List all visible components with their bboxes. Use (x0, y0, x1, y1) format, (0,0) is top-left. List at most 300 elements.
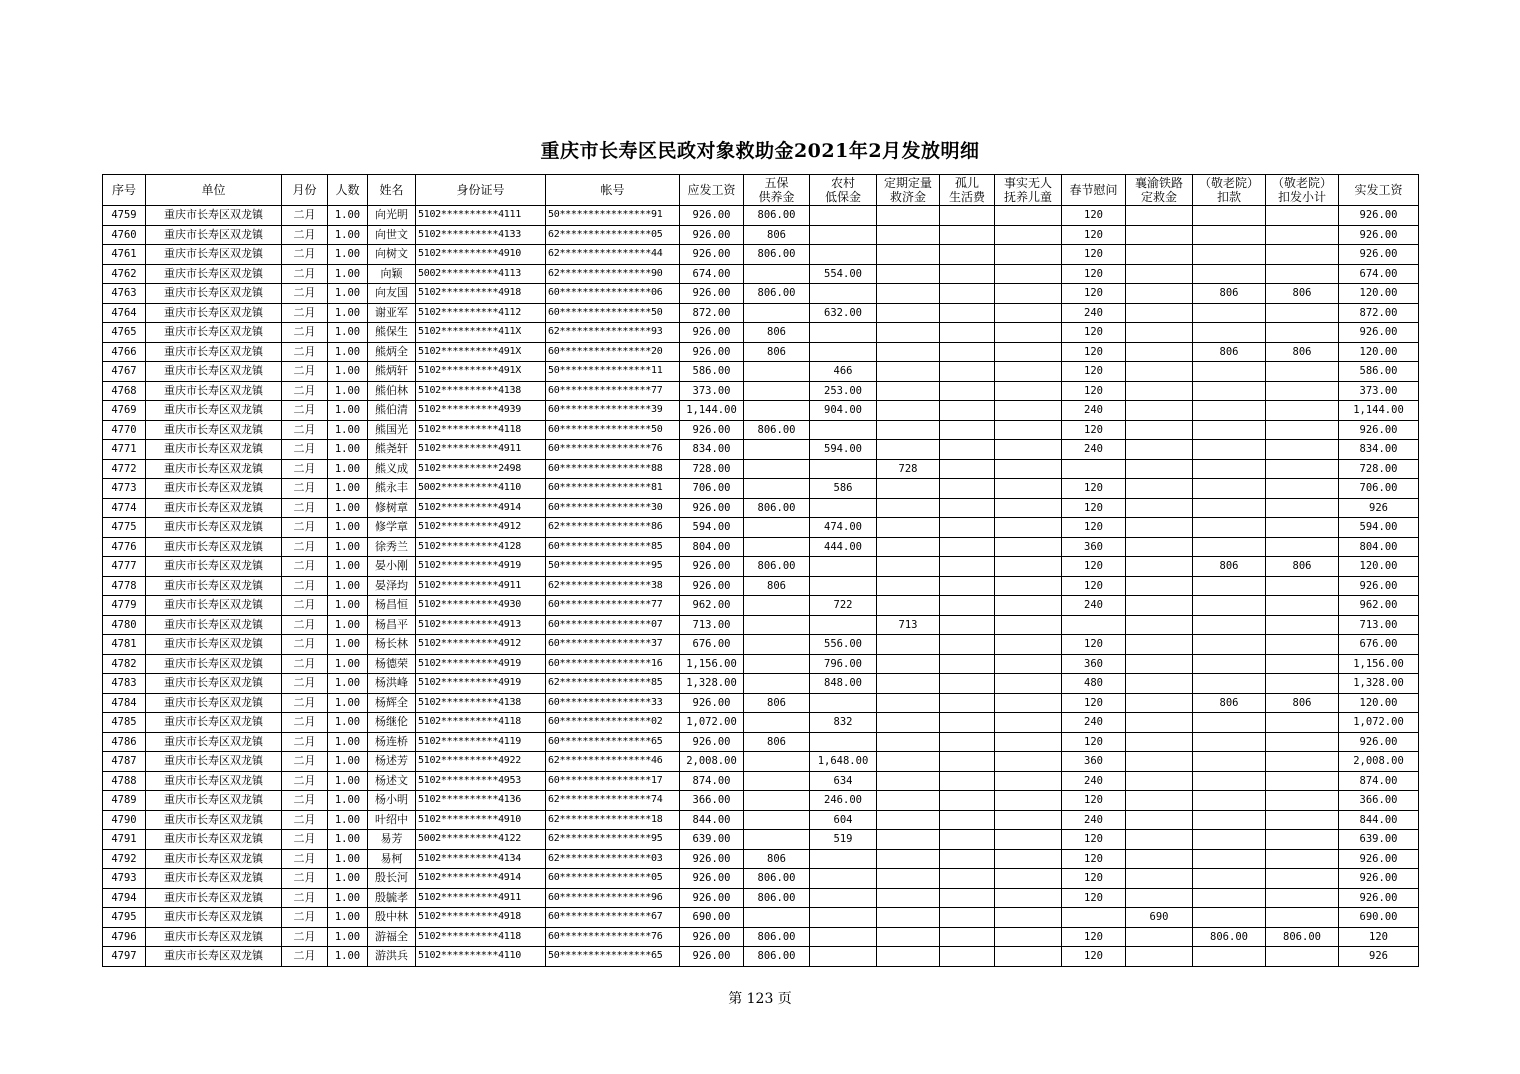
table-cell (940, 440, 995, 460)
table-cell: 5002**********4113 (416, 264, 546, 284)
table-cell (744, 440, 810, 460)
table-cell (995, 849, 1062, 869)
table-cell (877, 635, 940, 655)
table-cell (1193, 752, 1266, 772)
table-cell: 1.00 (328, 225, 368, 245)
table-cell (940, 401, 995, 421)
table-cell: 62****************46 (546, 752, 680, 772)
table-cell: 游福全 (368, 927, 416, 947)
table-cell: 4770 (103, 420, 146, 440)
table-cell: 重庆市长寿区双龙镇 (146, 947, 282, 967)
page-title: 重庆市长寿区民政对象救助金2021年2月发放明细 (540, 140, 980, 162)
table-cell (1193, 596, 1266, 616)
table-cell (1266, 264, 1339, 284)
table-cell (1266, 615, 1339, 635)
table-cell: 4759 (103, 206, 146, 226)
table-cell (995, 225, 1062, 245)
table-cell: 60****************81 (546, 479, 680, 499)
table-cell: 1,144.00 (1339, 401, 1419, 421)
table-cell: 240 (1062, 713, 1126, 733)
table-cell (877, 206, 940, 226)
table-cell (1266, 518, 1339, 538)
table-cell: 806.00 (744, 869, 810, 889)
table-cell (940, 849, 995, 869)
table-cell (1193, 381, 1266, 401)
table-cell: 1.00 (328, 245, 368, 265)
table-cell (1193, 830, 1266, 850)
table-cell: 二月 (282, 771, 328, 791)
table-cell (1126, 810, 1193, 830)
table-cell: 熊国光 (368, 420, 416, 440)
table-cell: 熊义成 (368, 459, 416, 479)
table-cell: 5102**********4918 (416, 908, 546, 928)
table-cell: 1,328.00 (1339, 674, 1419, 694)
table-cell: 926.00 (680, 498, 744, 518)
table-cell: 556.00 (810, 635, 877, 655)
table-cell (877, 693, 940, 713)
table-cell (940, 869, 995, 889)
table-row (103, 576, 1419, 596)
table-cell: 1.00 (328, 947, 368, 967)
table-cell: 5102**********4919 (416, 654, 546, 674)
table-cell (995, 810, 1062, 830)
table-cell: 586.00 (680, 362, 744, 382)
table-cell: 二月 (282, 440, 328, 460)
table-cell: 246.00 (810, 791, 877, 811)
table-cell (877, 362, 940, 382)
table-cell: 1.00 (328, 284, 368, 304)
table-cell: 5102**********4953 (416, 771, 546, 791)
table-cell (940, 206, 995, 226)
table-cell: 杨小明 (368, 791, 416, 811)
table-cell: 重庆市长寿区双龙镇 (146, 576, 282, 596)
table-cell (940, 264, 995, 284)
table-cell: 926.00 (680, 206, 744, 226)
table-cell: 120 (1062, 635, 1126, 655)
table-cell: 1.00 (328, 557, 368, 577)
table-cell: 60****************85 (546, 537, 680, 557)
table-cell (810, 557, 877, 577)
table-cell (1266, 323, 1339, 343)
table-cell: 5102**********4112 (416, 303, 546, 323)
column-header: 序号 (103, 175, 146, 206)
table-cell (995, 830, 1062, 850)
table-cell: 120 (1062, 869, 1126, 889)
table-cell (1126, 615, 1193, 635)
table-cell: 444.00 (810, 537, 877, 557)
table-cell: 60****************50 (546, 420, 680, 440)
table-cell: 5102**********4912 (416, 518, 546, 538)
table-cell (940, 303, 995, 323)
table-cell (1126, 381, 1193, 401)
table-cell: 926.00 (680, 342, 744, 362)
table-cell: 向颖 (368, 264, 416, 284)
table-cell: 重庆市长寿区双龙镇 (146, 245, 282, 265)
table-cell: 806.00 (744, 557, 810, 577)
table-cell: 二月 (282, 401, 328, 421)
table-cell: 游洪兵 (368, 947, 416, 967)
table-cell: 366.00 (1339, 791, 1419, 811)
table-cell (744, 537, 810, 557)
table-cell: 1.00 (328, 888, 368, 908)
table-cell: 806 (744, 323, 810, 343)
table-cell: 1.00 (328, 927, 368, 947)
table-cell: 重庆市长寿区双龙镇 (146, 479, 282, 499)
table-cell: 5002**********4122 (416, 830, 546, 850)
table-cell (1126, 869, 1193, 889)
table-cell: 4796 (103, 927, 146, 947)
table-cell: 1.00 (328, 908, 368, 928)
table-cell: 二月 (282, 713, 328, 733)
table-cell: 60****************76 (546, 927, 680, 947)
table-cell (995, 908, 1062, 928)
table-cell: 926.00 (680, 888, 744, 908)
table-cell: 4788 (103, 771, 146, 791)
table-cell (1193, 537, 1266, 557)
table-cell: 重庆市长寿区双龙镇 (146, 557, 282, 577)
table-cell: 639.00 (1339, 830, 1419, 850)
table-cell: 熊伯清 (368, 401, 416, 421)
table-cell: 240 (1062, 440, 1126, 460)
table-cell: 806 (744, 693, 810, 713)
table-cell: 240 (1062, 810, 1126, 830)
table-cell: 1.00 (328, 264, 368, 284)
table-cell: 4777 (103, 557, 146, 577)
table-cell: 5102**********491X (416, 342, 546, 362)
table-cell: 5102**********4914 (416, 498, 546, 518)
table-cell (810, 206, 877, 226)
table-cell: 926.00 (680, 869, 744, 889)
table-cell: 重庆市长寿区双龙镇 (146, 693, 282, 713)
table-cell: 5102**********4119 (416, 732, 546, 752)
table-cell: 594.00 (810, 440, 877, 460)
table-cell (1266, 791, 1339, 811)
table-cell: 熊炳全 (368, 342, 416, 362)
column-header: 定期定量 救济金 (877, 175, 940, 206)
table-cell (1193, 654, 1266, 674)
table-cell (1126, 303, 1193, 323)
table-row (103, 869, 1419, 889)
table-cell: 4784 (103, 693, 146, 713)
table-cell (1266, 381, 1339, 401)
table-cell (940, 459, 995, 479)
table-cell: 二月 (282, 654, 328, 674)
table-cell: 4776 (103, 537, 146, 557)
table-cell: 120 (1062, 693, 1126, 713)
table-cell: 62****************95 (546, 830, 680, 850)
table-row (103, 615, 1419, 635)
table-cell: 5102**********411X (416, 323, 546, 343)
table-cell (1193, 459, 1266, 479)
table-cell: 1.00 (328, 869, 368, 889)
table-cell: 向树文 (368, 245, 416, 265)
table-row (103, 557, 1419, 577)
table-cell: 叶绍中 (368, 810, 416, 830)
table-cell: 4778 (103, 576, 146, 596)
table-cell: 480 (1062, 674, 1126, 694)
table-cell (995, 440, 1062, 460)
table-cell: 晏泽均 (368, 576, 416, 596)
table-cell: 二月 (282, 615, 328, 635)
table-cell: 4765 (103, 323, 146, 343)
table-cell: 1.00 (328, 654, 368, 674)
table-cell: 易柯 (368, 849, 416, 869)
table-cell: 806.00 (1193, 927, 1266, 947)
table-cell: 806.00 (744, 947, 810, 967)
table-cell (877, 537, 940, 557)
table-cell: 1.00 (328, 791, 368, 811)
table-cell: 重庆市长寿区双龙镇 (146, 206, 282, 226)
table-cell: 60****************76 (546, 440, 680, 460)
table-cell (810, 693, 877, 713)
table-cell: 926.00 (680, 245, 744, 265)
table-row (103, 791, 1419, 811)
table-cell: 1,648.00 (810, 752, 877, 772)
table-cell: 62****************05 (546, 225, 680, 245)
table-cell (1193, 713, 1266, 733)
column-header: 农村 低保金 (810, 175, 877, 206)
table-cell: 熊尧轩 (368, 440, 416, 460)
table-cell: 熊永丰 (368, 479, 416, 499)
table-cell: 杨洪峰 (368, 674, 416, 694)
table-cell: 重庆市长寿区双龙镇 (146, 596, 282, 616)
table-cell: 120 (1062, 849, 1126, 869)
table-cell (1266, 537, 1339, 557)
column-header: 月份 (282, 175, 328, 206)
table-cell (744, 674, 810, 694)
table-cell: 1,144.00 (680, 401, 744, 421)
table-cell: 62****************86 (546, 518, 680, 538)
table-cell (1126, 771, 1193, 791)
table-cell: 5102**********4910 (416, 245, 546, 265)
table-cell (877, 771, 940, 791)
table-cell: 杨辉全 (368, 693, 416, 713)
table-cell: 60****************33 (546, 693, 680, 713)
table-cell: 926.00 (1339, 245, 1419, 265)
table-cell: 728 (877, 459, 940, 479)
table-cell: 二月 (282, 888, 328, 908)
table-cell: 120 (1062, 498, 1126, 518)
table-cell (940, 420, 995, 440)
table-cell: 240 (1062, 401, 1126, 421)
table-cell (1193, 771, 1266, 791)
table-cell: 4794 (103, 888, 146, 908)
table-cell: 926.00 (680, 693, 744, 713)
table-cell: 1.00 (328, 537, 368, 557)
table-cell: 4773 (103, 479, 146, 499)
table-cell: 二月 (282, 225, 328, 245)
table-cell: 2,008.00 (680, 752, 744, 772)
table-cell: 713.00 (1339, 615, 1419, 635)
table-cell (1126, 888, 1193, 908)
table-cell (995, 557, 1062, 577)
table-cell: 373.00 (680, 381, 744, 401)
table-cell (1126, 264, 1193, 284)
table-cell (877, 518, 940, 538)
table-cell (940, 498, 995, 518)
table-cell: 5102**********4110 (416, 947, 546, 967)
table-row (103, 771, 1419, 791)
table-cell: 120 (1062, 284, 1126, 304)
table-cell: 806 (1193, 284, 1266, 304)
table-cell (877, 264, 940, 284)
table-cell: 120.00 (1339, 693, 1419, 713)
table-cell: 674.00 (1339, 264, 1419, 284)
table-cell (1193, 323, 1266, 343)
table-cell: 120 (1339, 927, 1419, 947)
table-cell (877, 908, 940, 928)
table-cell (1193, 440, 1266, 460)
table-cell: 1.00 (328, 381, 368, 401)
table-cell: 926.00 (680, 927, 744, 947)
table-cell (1193, 888, 1266, 908)
table-cell (877, 810, 940, 830)
table-cell (1193, 732, 1266, 752)
table-cell: 60****************16 (546, 654, 680, 674)
table-cell: 二月 (282, 264, 328, 284)
table-cell: 5102**********4136 (416, 791, 546, 811)
table-cell: 二月 (282, 849, 328, 869)
table-cell (1126, 791, 1193, 811)
table-cell: 806.00 (744, 927, 810, 947)
table-cell: 1.00 (328, 674, 368, 694)
table-cell (810, 732, 877, 752)
table-cell: 804.00 (1339, 537, 1419, 557)
table-cell (744, 810, 810, 830)
table-cell (1126, 284, 1193, 304)
table-cell: 120 (1062, 225, 1126, 245)
table-cell (877, 323, 940, 343)
table-cell: 晏小刚 (368, 557, 416, 577)
table-cell: 926.00 (1339, 732, 1419, 752)
table-cell: 徐秀兰 (368, 537, 416, 557)
table-cell: 4792 (103, 849, 146, 869)
table-cell: 519 (810, 830, 877, 850)
table-cell: 120 (1062, 518, 1126, 538)
table-cell: 4781 (103, 635, 146, 655)
table-cell (1266, 459, 1339, 479)
table-cell (877, 576, 940, 596)
table-cell: 二月 (282, 420, 328, 440)
table-cell (1266, 869, 1339, 889)
table-cell (1193, 615, 1266, 635)
table-cell (940, 557, 995, 577)
table-cell: 806.00 (744, 245, 810, 265)
table-cell: 1.00 (328, 479, 368, 499)
table-cell (877, 713, 940, 733)
table-cell (995, 615, 1062, 635)
table-cell: 4787 (103, 752, 146, 772)
table-cell (1266, 947, 1339, 967)
table-cell: 60****************02 (546, 713, 680, 733)
table-cell: 重庆市长寿区双龙镇 (146, 401, 282, 421)
table-cell: 806 (1266, 342, 1339, 362)
table-cell: 240 (1062, 303, 1126, 323)
table-cell (1193, 947, 1266, 967)
table-cell: 120.00 (1339, 557, 1419, 577)
table-cell: 676.00 (1339, 635, 1419, 655)
table-row (103, 693, 1419, 713)
table-cell (1193, 576, 1266, 596)
table-cell: 120 (1062, 888, 1126, 908)
table-cell (1193, 420, 1266, 440)
table-cell: 二月 (282, 342, 328, 362)
table-cell: 向世文 (368, 225, 416, 245)
table-cell (877, 342, 940, 362)
table-cell: 848.00 (810, 674, 877, 694)
table-cell: 926.00 (1339, 225, 1419, 245)
table-cell (940, 596, 995, 616)
table-cell (1193, 498, 1266, 518)
table-cell (810, 498, 877, 518)
table-cell: 5102**********4128 (416, 537, 546, 557)
table-cell: 4775 (103, 518, 146, 538)
table-cell (995, 206, 1062, 226)
table-cell: 重庆市长寿区双龙镇 (146, 362, 282, 382)
table-row (103, 381, 1419, 401)
table-cell: 4762 (103, 264, 146, 284)
table-cell (940, 732, 995, 752)
table-cell: 5102**********4118 (416, 713, 546, 733)
table-cell (995, 459, 1062, 479)
table-cell: 806.00 (744, 206, 810, 226)
table-cell (810, 927, 877, 947)
table-cell (1266, 440, 1339, 460)
table-cell: 5102**********4919 (416, 674, 546, 694)
table-cell: 806 (1266, 284, 1339, 304)
table-cell (940, 771, 995, 791)
table-cell (810, 888, 877, 908)
table-cell (1193, 674, 1266, 694)
table-cell: 重庆市长寿区双龙镇 (146, 440, 282, 460)
table-cell: 926.00 (680, 849, 744, 869)
table-row (103, 518, 1419, 538)
table-row (103, 440, 1419, 460)
table-cell: 二月 (282, 518, 328, 538)
table-cell: 872.00 (1339, 303, 1419, 323)
table-cell (877, 440, 940, 460)
table-cell (877, 401, 940, 421)
table-cell (810, 459, 877, 479)
table-cell: 594.00 (1339, 518, 1419, 538)
table-cell (1266, 401, 1339, 421)
table-cell (995, 284, 1062, 304)
table-cell (1193, 791, 1266, 811)
table-cell: 4761 (103, 245, 146, 265)
table-cell: 重庆市长寿区双龙镇 (146, 888, 282, 908)
table-cell: 4780 (103, 615, 146, 635)
table-cell (995, 791, 1062, 811)
table-cell: 373.00 (1339, 381, 1419, 401)
table-cell (1193, 869, 1266, 889)
table-cell: 1.00 (328, 401, 368, 421)
table-cell (1126, 576, 1193, 596)
table-cell: 5102**********4133 (416, 225, 546, 245)
table-cell: 5102**********491X (416, 362, 546, 382)
table-cell: 二月 (282, 810, 328, 830)
table-cell (1266, 576, 1339, 596)
table-cell: 1.00 (328, 342, 368, 362)
table-cell (995, 596, 1062, 616)
table-cell: 殷毓孝 (368, 888, 416, 908)
table-cell (744, 830, 810, 850)
table-cell (1062, 908, 1126, 928)
table-cell (995, 498, 1062, 518)
table-cell: 120 (1062, 264, 1126, 284)
table-cell (877, 732, 940, 752)
table-cell: 926.00 (1339, 206, 1419, 226)
table-cell (1126, 518, 1193, 538)
